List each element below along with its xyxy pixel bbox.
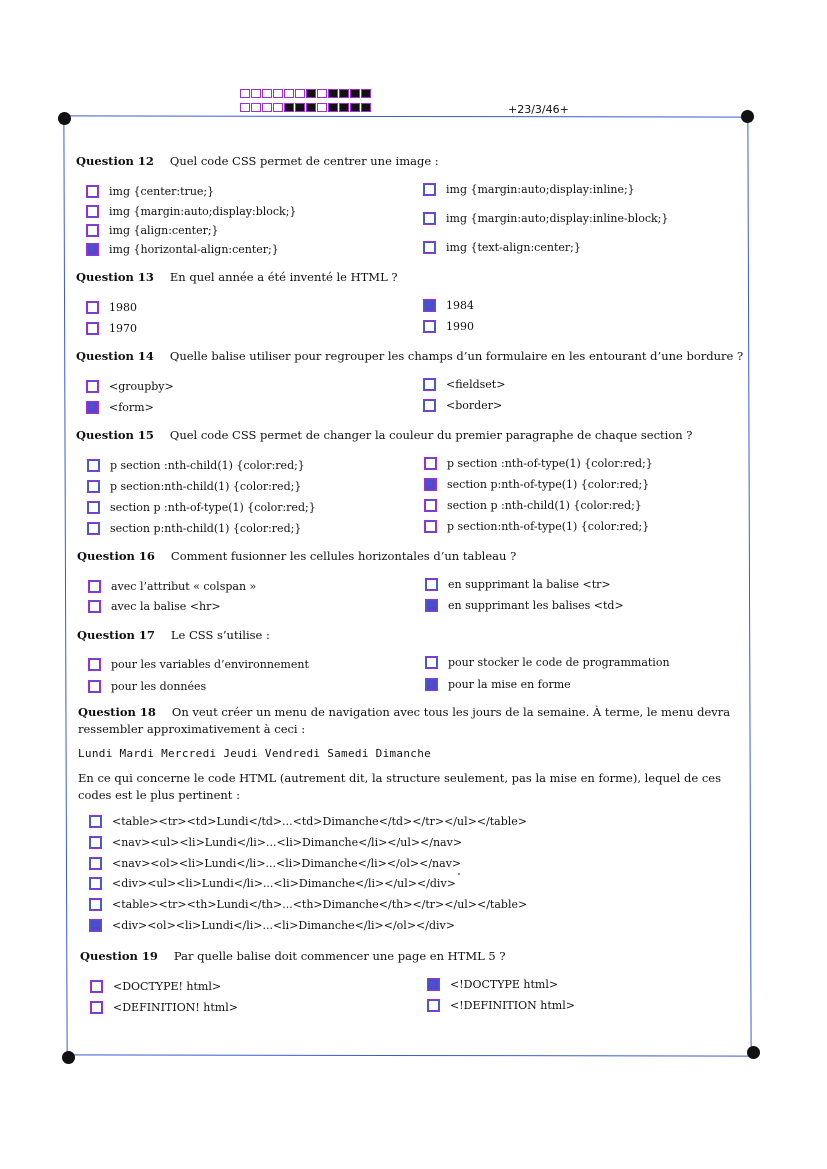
- question-15-title: [76, 428, 692, 442]
- option-label: pour les variables d’environnement: [111, 658, 309, 671]
- option-label: pour stocker le code de programmation: [448, 656, 670, 669]
- option-label: pour la mise en forme: [448, 678, 571, 691]
- option[interactable]: [89, 836, 462, 849]
- barcode-bit: [317, 103, 327, 112]
- barcode-bit: [273, 103, 283, 112]
- barcode-bit: [295, 89, 305, 98]
- checkbox[interactable]: [424, 520, 437, 533]
- option[interactable]: [425, 599, 624, 612]
- checkbox[interactable]: [424, 457, 437, 470]
- checkbox[interactable]: [86, 205, 99, 218]
- option[interactable]: [424, 478, 649, 491]
- option[interactable]: [423, 212, 668, 225]
- checkbox[interactable]: [88, 580, 101, 593]
- question-text: Quel code CSS permet de changer la couleur du premier paragraphe de chaque section ?: [169, 428, 693, 442]
- checkbox[interactable]: [427, 978, 440, 991]
- option[interactable]: [89, 877, 456, 890]
- barcode-bit: [328, 89, 338, 98]
- option[interactable]: [89, 898, 527, 911]
- corner-marker-bottom-right: [747, 1046, 760, 1059]
- option[interactable]: [424, 499, 642, 512]
- option-label: img {align:center;}: [109, 224, 219, 237]
- option-label: avec l’attribut « colspan »: [111, 580, 257, 593]
- option-label: <fieldset>: [446, 378, 506, 391]
- question-text: En quel année a été inventé le HTML ?: [169, 270, 398, 284]
- option[interactable]: [86, 205, 296, 218]
- barcode-bit: [317, 89, 327, 98]
- question-number: Question 18: [78, 705, 156, 719]
- option-label: img {margin:auto;display:inline;}: [446, 183, 635, 196]
- option[interactable]: [88, 680, 206, 693]
- barcode-top: [240, 89, 371, 98]
- option[interactable]: [90, 980, 221, 993]
- barcode-bit: [350, 103, 360, 112]
- checkbox[interactable]: [423, 212, 436, 225]
- question-number: Question 17: [77, 628, 155, 642]
- checkbox[interactable]: [86, 224, 99, 237]
- option-label: <!DOCTYPE html>: [450, 978, 559, 991]
- option-label: <div><ol><li>Lundi</li>...<li>Dimanche</li></ol></div>: [112, 919, 455, 932]
- option-label: <table><tr><td>Lundi</td>...<td>Dimanche</td></tr></ul></table>: [112, 815, 528, 828]
- barcode-bit: [350, 89, 360, 98]
- option[interactable]: [86, 224, 219, 237]
- option[interactable]: [89, 857, 461, 870]
- checkbox[interactable]: [89, 836, 102, 849]
- option[interactable]: [89, 919, 455, 932]
- option[interactable]: [424, 457, 653, 470]
- option-label: img {margin:auto;display:block;}: [109, 205, 297, 218]
- question-number: Question 13: [76, 270, 154, 284]
- question-text: Par quelle balise doit commencer une page en HTML 5 ?: [173, 949, 506, 963]
- option-label: <DOCTYPE! html>: [113, 980, 222, 993]
- barcode-bit: [251, 103, 261, 112]
- checkbox[interactable]: [86, 301, 99, 314]
- checkbox[interactable]: [89, 857, 102, 870]
- question-13-title: [76, 270, 398, 284]
- option-label: <div><ul><li>Lundi</li>...<li>Dimanche</li></ul></div>: [112, 877, 456, 890]
- question-text: Quel code CSS permet de centrer une image :: [169, 154, 439, 168]
- barcode-bit: [328, 103, 338, 112]
- checkbox[interactable]: [90, 980, 103, 993]
- checkbox[interactable]: [86, 401, 99, 414]
- option[interactable]: [423, 241, 581, 254]
- checkbox[interactable]: [425, 599, 438, 612]
- checkbox[interactable]: [86, 185, 99, 198]
- option-label: <table><tr><th>Lundi</th>...<th>Dimanche</th></tr></ul></table>: [112, 898, 528, 911]
- option-label: section p:nth-child(1) {color:red;}: [110, 522, 302, 535]
- option-label: p section :nth-of-type(1) {color:red;}: [447, 457, 653, 470]
- option[interactable]: [86, 380, 174, 393]
- checkbox[interactable]: [423, 299, 436, 312]
- checkbox[interactable]: [423, 399, 436, 412]
- option[interactable]: [86, 301, 137, 314]
- checkbox[interactable]: [423, 378, 436, 391]
- option-label: section p :nth-child(1) {color:red;}: [447, 499, 642, 512]
- barcode-bit: [306, 103, 316, 112]
- checkbox[interactable]: [88, 680, 101, 693]
- question-18-subtext: En ce qui concerne le code HTML (autrement dit, la structure seulement, pas la mise en forme), lequel de ces codes est le plus pertinent :: [78, 771, 721, 802]
- question-text: On veut créer un menu de navigation avec tous les jours de la semaine. À terme, le menu devra ressembler approximativement à ceci :: [78, 705, 731, 736]
- option-label: <nav><ol><li>Lundi</li>...<li>Dimanche</li></ol></nav>: [112, 857, 462, 870]
- checkbox[interactable]: [425, 678, 438, 691]
- barcode-bit: [273, 89, 283, 98]
- option[interactable]: [86, 401, 154, 414]
- corner-marker-bottom-left: [62, 1051, 75, 1064]
- checkbox[interactable]: [88, 600, 101, 613]
- option-label: <DEFINITION! html>: [113, 1001, 238, 1014]
- option[interactable]: [87, 522, 301, 535]
- question-number: Question 15: [76, 428, 154, 442]
- checkbox[interactable]: [423, 241, 436, 254]
- checkbox[interactable]: [424, 499, 437, 512]
- option-label: 1970: [109, 322, 137, 335]
- checkbox[interactable]: [423, 320, 436, 333]
- option[interactable]: [423, 183, 635, 196]
- option-label: pour les données: [111, 680, 207, 693]
- option-label: <form>: [109, 401, 154, 414]
- barcode-bit: [262, 103, 272, 112]
- checkbox[interactable]: [425, 656, 438, 669]
- option-label: img {horizontal-align:center;}: [109, 243, 279, 256]
- checkbox[interactable]: [89, 815, 102, 828]
- option[interactable]: [86, 322, 137, 335]
- option[interactable]: [90, 1001, 238, 1014]
- question-text: Comment fusionner les cellules horizontales d’un tableau ?: [170, 549, 517, 563]
- option-label: p section :nth-child(1) {color:red;}: [110, 459, 305, 472]
- option[interactable]: [423, 299, 474, 312]
- option-label: p section:nth-of-type(1) {color:red;}: [447, 520, 650, 533]
- option[interactable]: [88, 658, 309, 671]
- option-label: <border>: [446, 399, 503, 412]
- barcode-bit: [284, 103, 294, 112]
- question-12-title: [76, 154, 439, 168]
- option[interactable]: [89, 815, 527, 828]
- barcode-bit: [240, 103, 250, 112]
- checkbox[interactable]: [86, 243, 99, 256]
- question-18-title: [78, 704, 743, 738]
- checkbox[interactable]: [423, 183, 436, 196]
- option-label: section p:nth-of-type(1) {color:red;}: [447, 478, 650, 491]
- option-label: avec la balise <hr>: [111, 600, 221, 613]
- checkbox[interactable]: [87, 480, 100, 493]
- checkbox[interactable]: [89, 898, 102, 911]
- question-text: Le CSS s’utilise :: [170, 628, 270, 642]
- checkbox[interactable]: [424, 478, 437, 491]
- barcode-bit: [361, 103, 371, 112]
- option[interactable]: [423, 378, 505, 391]
- checkbox[interactable]: [87, 522, 100, 535]
- barcode-bottom: [240, 103, 371, 112]
- option-label: <groupby>: [109, 380, 174, 393]
- corner-marker-top-right: [741, 110, 754, 123]
- speck: [458, 873, 460, 875]
- option[interactable]: [425, 678, 571, 691]
- checkbox[interactable]: [90, 1001, 103, 1014]
- option[interactable]: [425, 656, 670, 669]
- checkbox[interactable]: [87, 501, 100, 514]
- checkbox[interactable]: [89, 877, 102, 890]
- barcode-bit: [262, 89, 272, 98]
- barcode-bit: [361, 89, 371, 98]
- checkbox[interactable]: [88, 658, 101, 671]
- barcode-bit: [339, 89, 349, 98]
- option-label: img {margin:auto;display:inline-block;}: [446, 212, 669, 225]
- barcode-bit: [339, 103, 349, 112]
- option-label: img {text-align:center;}: [446, 241, 581, 254]
- option[interactable]: [87, 480, 301, 493]
- option-label: img {center:true;}: [109, 185, 215, 198]
- checkbox[interactable]: [87, 459, 100, 472]
- option[interactable]: [424, 520, 649, 533]
- option-label: en supprimant la balise <tr>: [448, 578, 611, 591]
- question-17-title: [77, 628, 270, 642]
- checkbox[interactable]: [86, 322, 99, 335]
- menu-example: Lundi Mardi Mercredi Jeudi Vendredi Samedi Dimanche: [78, 747, 432, 760]
- option-label: <!DEFINITION html>: [450, 999, 575, 1012]
- option-label: p section:nth-child(1) {color:red;}: [110, 480, 302, 493]
- question-text: Quelle balise utiliser pour regrouper les champs d’un formulaire en les entourant d’une bordure ?: [169, 349, 744, 363]
- option-label: 1980: [109, 301, 137, 314]
- option[interactable]: [88, 600, 221, 613]
- question-number: Question 16: [77, 549, 155, 563]
- option-label: 1990: [446, 320, 474, 333]
- option[interactable]: [87, 459, 305, 472]
- option[interactable]: [427, 999, 575, 1012]
- question-16-title: [77, 549, 516, 563]
- checkbox[interactable]: [425, 578, 438, 591]
- option[interactable]: [88, 580, 256, 593]
- question-number: Question 14: [76, 349, 154, 363]
- option[interactable]: [427, 978, 558, 991]
- sheet-id: +23/3/46+: [508, 103, 569, 116]
- barcode-bit: [240, 89, 250, 98]
- option[interactable]: [87, 501, 316, 514]
- checkbox[interactable]: [86, 380, 99, 393]
- barcode-bit: [306, 89, 316, 98]
- option-label: section p :nth-of-type(1) {color:red;}: [110, 501, 316, 514]
- checkbox[interactable]: [427, 999, 440, 1012]
- corner-marker-top-left: [58, 112, 71, 125]
- option[interactable]: [423, 399, 502, 412]
- option[interactable]: [423, 320, 474, 333]
- option[interactable]: [86, 185, 214, 198]
- barcode-bit: [295, 103, 305, 112]
- question-19-title: [80, 949, 506, 963]
- barcode-bit: [284, 89, 294, 98]
- checkbox[interactable]: [89, 919, 102, 932]
- question-number: Question 19: [80, 949, 158, 963]
- option-label: en supprimant les balises <td>: [448, 599, 624, 612]
- question-number: Question 12: [76, 154, 154, 168]
- question-14-title: [76, 349, 743, 363]
- barcode-bit: [251, 89, 261, 98]
- option[interactable]: [425, 578, 611, 591]
- option-label: 1984: [446, 299, 474, 312]
- option-label: <nav><ul><li>Lundi</li>...<li>Dimanche</li></ul></nav>: [112, 836, 463, 849]
- option[interactable]: [86, 243, 279, 256]
